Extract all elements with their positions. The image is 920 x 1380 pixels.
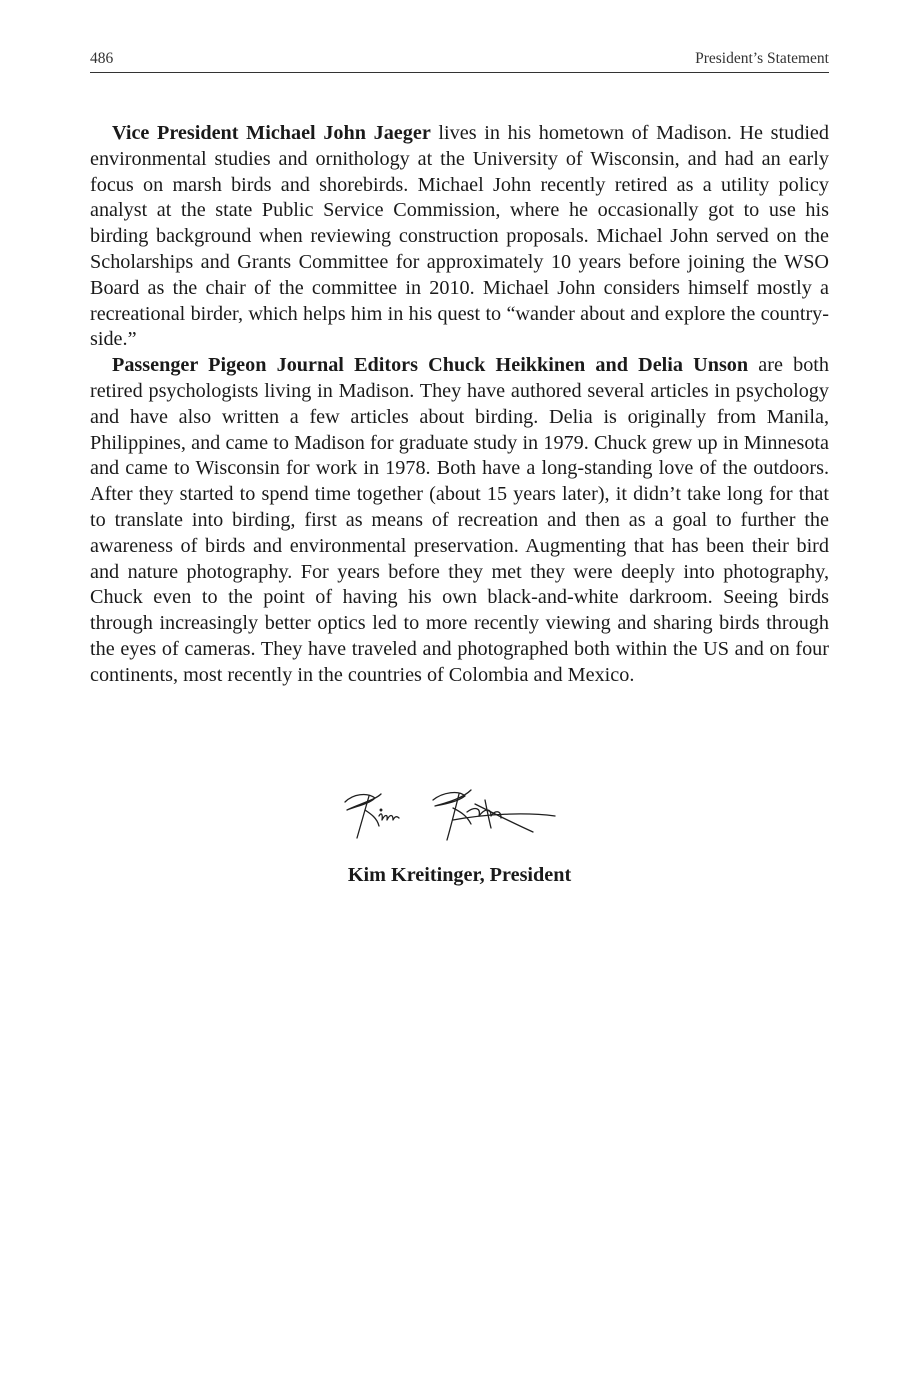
- section-title: President’s Statement: [695, 50, 829, 67]
- running-head: [90, 50, 829, 73]
- paragraph-lead: Vice President Michael John Jaeger: [112, 122, 431, 144]
- handwritten-signature: [335, 780, 565, 855]
- paragraph-journal-editors: [90, 353, 829, 688]
- page-number: 486: [90, 50, 114, 67]
- paragraph-lead: Passenger Pigeon Journal Editors Chuck Heikkinen and Delia Unson: [112, 354, 749, 377]
- body-text: [90, 121, 829, 689]
- paragraph-body: lives in his hometown of Madison. He studied environmental studies and ornithology at the University of Wisconsin, and had an early focus on marsh birds and shorebirds. Michael John recently retired as a utility policy analyst at the state Public Service Commission, where he occasionally got to use his birding background when reviewing construction proposals. Michael John served on the Scholarships and Grants Committee for approximately 10 years before joining the WSO Board as the chair of the committee in 2010. Michael John considers himself mostly a recreational birder, which helps him in his quest to “wander about and explore the countryside.”: [90, 122, 829, 351]
- paragraph-body: are both retired psychologists living in Madison. They have authored several articles in psychology and have also written a few articles about birding. Delia is originally from Manila, Philippines, and came to Madison for graduate study in 1979. Chuck grew up in Minnesota and came to Wisconsin for work in 1978. Both have a long-standing love of the outdoors. After they started to spend time together (about 15 years later), it didn’t take long for that to translate into birding, first as means of recreation and then as a goal to further the awareness of birds and environmental preservation. Augmenting that has been their bird and nature photography. For years before they met they were deeply into photography, Chuck even to the point of having his own black-and-white darkroom. Seeing birds through increasingly better optics led to more recently viewing and sharing birds through the eyes of cameras. They have traveled and photographed both within the US and on four continents, most recently in the countries of Colombia and Mexico.: [90, 354, 829, 686]
- paragraph-vice-president: [90, 121, 829, 353]
- signer-name: Kim Kreitinger, President: [347, 864, 572, 886]
